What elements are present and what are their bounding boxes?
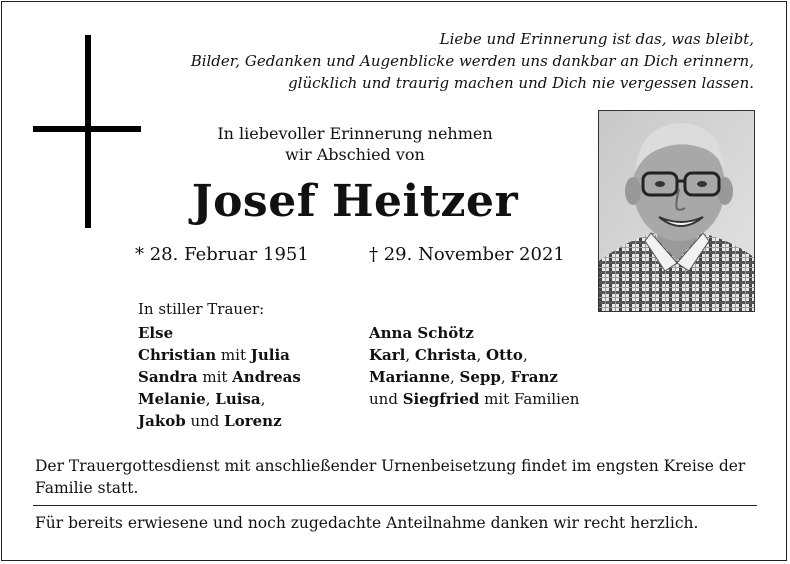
motto-line: Liebe und Erinnerung ist das, was bleibt,	[439, 30, 754, 48]
mourner-name: Sepp	[459, 368, 501, 386]
mourner-line	[369, 322, 579, 344]
mourner-name: Siegfried	[402, 390, 480, 408]
mourner-name: Anna Schötz	[369, 324, 474, 342]
mourners-column-right	[369, 322, 579, 410]
mourner-name: Melanie	[138, 390, 206, 408]
mourners-heading: In stiller Trauer:	[138, 300, 265, 318]
mourner-line	[138, 410, 301, 432]
service-notice: Der Trauergottesdienst mit anschließender Urnenbeisetzung findet im engsten Kreise der Familie statt.	[35, 457, 746, 497]
mourner-connector: ,	[476, 346, 486, 364]
mourner-connector: und	[369, 390, 403, 408]
mourner-line	[369, 344, 579, 366]
mourner-name: Christian	[138, 346, 217, 364]
mourner-name: Andreas	[232, 368, 301, 386]
mourner-line	[369, 366, 579, 388]
intro-line-1: In liebevoller Erinnerung nehmen	[217, 124, 493, 143]
mourner-line	[138, 344, 301, 366]
mourner-connector: ,	[205, 390, 216, 408]
motto-line: Bilder, Gedanken und Augenblicke werden uns dankbar an Dich erinnern,	[190, 52, 754, 70]
mourner-line	[138, 322, 301, 344]
portrait-photo	[598, 110, 755, 312]
mourner-name: Christa	[414, 346, 477, 364]
mourner-name: Sandra	[138, 368, 198, 386]
mourner-line	[138, 366, 301, 388]
death-date: † 29. November 2021	[369, 244, 565, 265]
intro-text	[170, 123, 540, 165]
thanks-line: Für bereits erwiesene und noch zugedachte Anteilnahme danken wir recht herzlich.	[35, 514, 699, 532]
mourner-connector: mit Familien	[479, 390, 580, 408]
divider-line	[33, 505, 757, 506]
mourner-connector: ,	[405, 346, 415, 364]
mourner-name: Franz	[510, 368, 558, 386]
mourner-name: Luisa	[215, 390, 261, 408]
mourner-name: Otto	[486, 346, 523, 364]
mourner-connector: ,	[522, 346, 528, 364]
mourner-name: Marianne	[369, 368, 450, 386]
mourner-name: Karl	[369, 346, 406, 364]
motto-line: glücklich und traurig machen und Dich nie vergessen lassen.	[288, 74, 754, 92]
mourner-line	[369, 388, 579, 410]
motto-verse	[191, 28, 754, 94]
mourner-connector: und	[185, 412, 225, 430]
cross-horizontal-bar	[33, 126, 141, 132]
mourner-connector: ,	[260, 390, 266, 408]
mourner-name: Lorenz	[224, 412, 282, 430]
mourner-line	[138, 388, 301, 410]
portrait-illustration	[599, 111, 755, 312]
mourner-name: Jakob	[138, 412, 186, 430]
birth-date: * 28. Februar 1951	[135, 244, 309, 265]
mourner-name: Julia	[250, 346, 290, 364]
mourner-name: Else	[138, 324, 174, 342]
intro-line-2: wir Abschied von	[285, 145, 425, 164]
mourner-connector: mit	[216, 346, 251, 364]
mourner-connector: ,	[450, 368, 460, 386]
mourners-column-left	[138, 322, 301, 432]
mourner-connector: ,	[500, 368, 511, 386]
deceased-name: Josef Heitzer	[191, 176, 519, 227]
mourner-connector: mit	[197, 368, 233, 386]
